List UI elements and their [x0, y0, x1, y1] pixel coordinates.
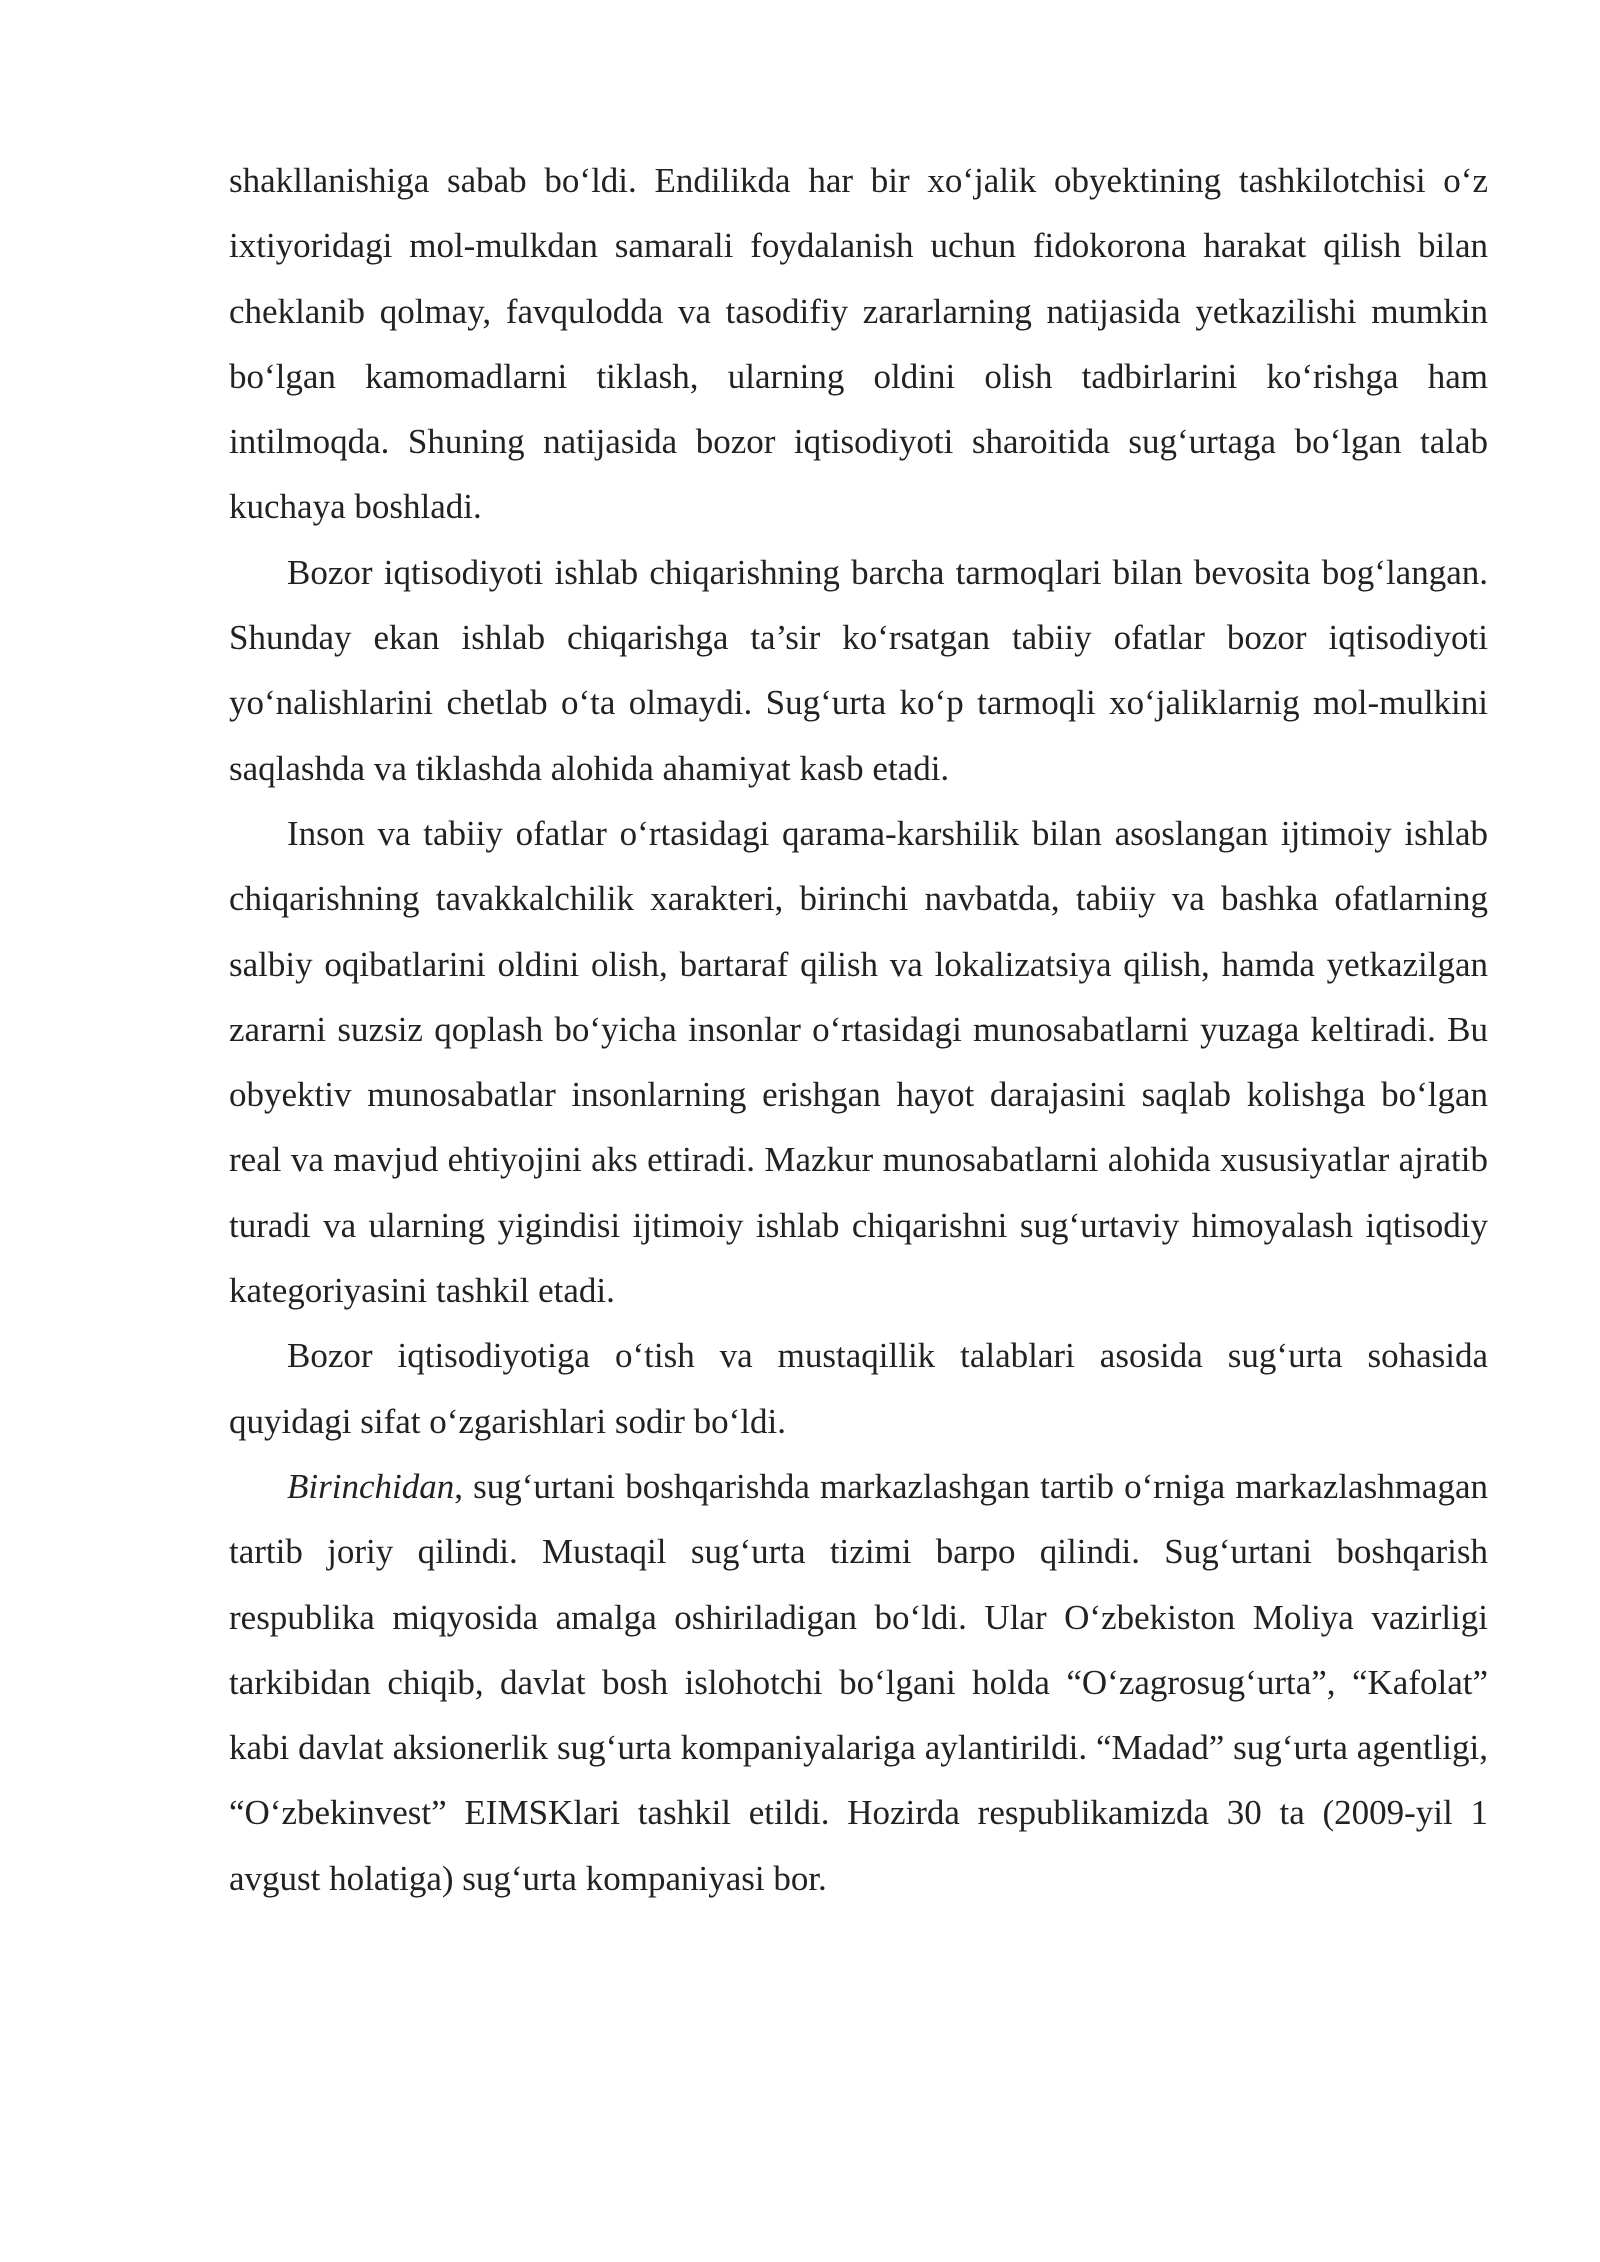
paragraph-5-lead: Birinchidan	[287, 1466, 455, 1506]
paragraph-5	[229, 1454, 1488, 1911]
paragraph-4: Bozor iqtisodiyotiga o‘tish va mustaqillik talablari asosida sug‘urta sohasida quyidagi sifat o‘zgarishlari sodir bo‘ldi.	[229, 1336, 1488, 1441]
document-page	[229, 148, 1488, 1911]
paragraph-5-text: , sug‘urtani boshqarishda markazlashgan tartib o‘rniga markazlashmagan tartib joriy qilindi. Mustaqil sug‘urta tizimi barpo qilindi. Sug‘urtani boshqarish respublika miqyosida amalga oshiriladigan bo‘ldi. Ular O‘zbekiston Moliya vazirligi tarkibidan chiqib, davlat bosh islohotchi bo‘lgani holda “O‘zagrosug‘urta”, “Kafolat” kabi davlat aksionerlik sug‘urta kompaniyalariga aylantirildi. “Madad” sug‘urta agentligi, “O‘zbekinvest” EIMSKlari tashkil etildi. Hozirda respublikamizda 30 ta (2009-yil 1 avgust holatiga) sug‘urta kompaniyasi bor.	[229, 1466, 1488, 1898]
paragraph-1: shakllanishiga sabab bo‘ldi. Endilikda har bir xo‘jalik obyektining tashkilotchisi o‘z ixtiyoridagi mol-mulkdan samarali foydalanish uchun fidokorona harakat qilish bilan cheklanib qolmay, favqulodda va tasodifiy zararlarning natijasida yetkazilishi mumkin bo‘lgan kamomadlarni tiklash, ularning oldini olish tadbirlarini ko‘rishga ham intilmoqda. Shuning natijasida bozor iqtisodiyoti sharoitida sug‘urtaga bo‘lgan talab kuchaya boshladi.	[229, 161, 1488, 527]
paragraph-2: Bozor iqtisodiyoti ishlab chiqarishning barcha tarmoqlari bilan bevosita bog‘langan. Shunday ekan ishlab chiqarishga ta’sir ko‘rsatgan tabiiy ofatlar bozor iqtisodiyoti yo‘nalishlarini chetlab o‘ta olmaydi. Sug‘urta ko‘p tarmoqli xo‘jaliklarnig mol-mulkini saqlashda va tiklashda alohida ahamiyat kasb etadi.	[229, 552, 1488, 788]
paragraph-3: Inson va tabiiy ofatlar o‘rtasidagi qarama-karshilik bilan asoslangan ijtimoiy ishlab chiqarishning tavakkalchilik xarakteri, birinchi navbatda, tabiiy va bashka ofatlarning salbiy oqibatlarini oldini olish, bartaraf qilish va lokalizatsiya qilish, hamda yetkazilgan zararni suzsiz qoplash bo‘yicha insonlar o‘rtasidagi munosabatlarni yuzaga keltiradi. Bu obyektiv munosabatlar insonlarning erishgan hayot darajasini saqlab kolishga bo‘lgan real va mavjud ehtiyojini aks ettiradi. Mazkur munosabatlarni alohida xususiyatlar ajratib turadi va ularning yigindisi ijtimoiy ishlab chiqarishni sug‘urtaviy himoyalash iqtisodiy kategoriyasini tashkil etadi.	[229, 813, 1488, 1311]
